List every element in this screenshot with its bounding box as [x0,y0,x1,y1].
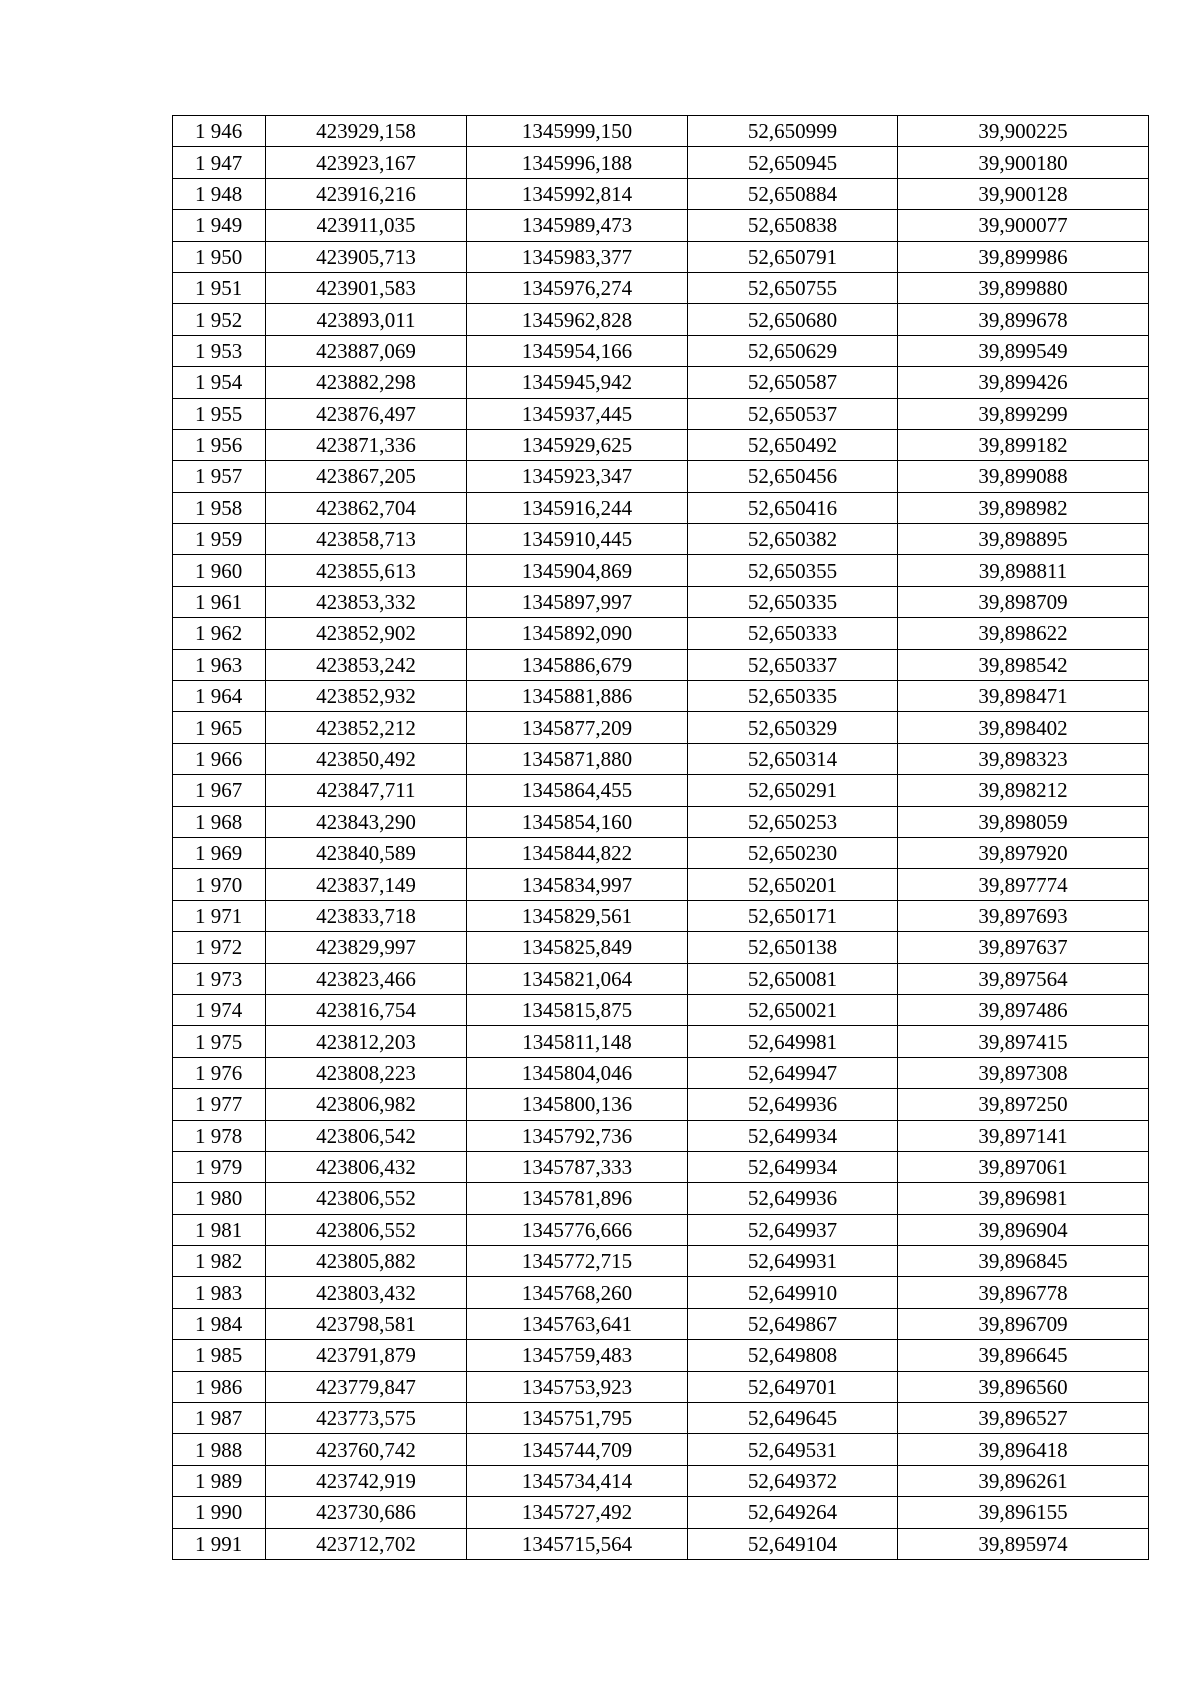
coord-y-cell: 1345715,564 [467,1528,688,1559]
latitude-cell: 52,650138 [688,932,898,963]
longitude-cell: 39,899088 [898,461,1149,492]
latitude-cell: 52,649645 [688,1403,898,1434]
coord-y-cell: 1345945,942 [467,367,688,398]
latitude-cell: 52,649701 [688,1371,898,1402]
coord-x-cell: 423798,581 [266,1308,467,1339]
table-row [173,241,1149,272]
coord-y-cell: 1345923,347 [467,461,688,492]
longitude-cell: 39,898212 [898,775,1149,806]
table-row [173,837,1149,868]
point-number-cell: 1 963 [173,649,266,680]
latitude-cell: 52,649867 [688,1308,898,1339]
coordinates-table-body [173,116,1149,1560]
coord-x-cell: 423833,718 [266,900,467,931]
coord-y-cell: 1345916,244 [467,492,688,523]
point-number-cell: 1 986 [173,1371,266,1402]
coord-x-cell: 423852,902 [266,618,467,649]
latitude-cell: 52,649264 [688,1497,898,1528]
latitude-cell: 52,649936 [688,1183,898,1214]
point-number-cell: 1 957 [173,461,266,492]
coord-y-cell: 1345976,274 [467,272,688,303]
table-row [173,555,1149,586]
table-row [173,1277,1149,1308]
coord-x-cell: 423791,879 [266,1340,467,1371]
table-row [173,304,1149,335]
latitude-cell: 52,649981 [688,1026,898,1057]
longitude-cell: 39,898622 [898,618,1149,649]
latitude-cell: 52,649931 [688,1246,898,1277]
coord-x-cell: 423779,847 [266,1371,467,1402]
latitude-cell: 52,650021 [688,994,898,1025]
point-number-cell: 1 948 [173,178,266,209]
table-row [173,712,1149,743]
longitude-cell: 39,896845 [898,1246,1149,1277]
longitude-cell: 39,899549 [898,335,1149,366]
point-number-cell: 1 950 [173,241,266,272]
point-number-cell: 1 955 [173,398,266,429]
coord-x-cell: 423911,035 [266,210,467,241]
coord-y-cell: 1345800,136 [467,1089,688,1120]
longitude-cell: 39,898982 [898,492,1149,523]
coord-x-cell: 423806,542 [266,1120,467,1151]
table-row [173,743,1149,774]
table-row [173,1120,1149,1151]
latitude-cell: 52,650999 [688,116,898,147]
point-number-cell: 1 962 [173,618,266,649]
longitude-cell: 39,899426 [898,367,1149,398]
point-number-cell: 1 968 [173,806,266,837]
table-row [173,806,1149,837]
latitude-cell: 52,650755 [688,272,898,303]
point-number-cell: 1 981 [173,1214,266,1245]
coord-x-cell: 423853,242 [266,649,467,680]
coord-x-cell: 423806,552 [266,1214,467,1245]
latitude-cell: 52,650355 [688,555,898,586]
latitude-cell: 52,650680 [688,304,898,335]
latitude-cell: 52,650416 [688,492,898,523]
table-row [173,398,1149,429]
table-row [173,1026,1149,1057]
point-number-cell: 1 953 [173,335,266,366]
point-number-cell: 1 977 [173,1089,266,1120]
point-number-cell: 1 966 [173,743,266,774]
coord-y-cell: 1345829,561 [467,900,688,931]
longitude-cell: 39,897308 [898,1057,1149,1088]
coord-y-cell: 1345753,923 [467,1371,688,1402]
table-row [173,1183,1149,1214]
longitude-cell: 39,896155 [898,1497,1149,1528]
longitude-cell: 39,900128 [898,178,1149,209]
table-row [173,1528,1149,1559]
point-number-cell: 1 974 [173,994,266,1025]
coord-y-cell: 1345768,260 [467,1277,688,1308]
table-row [173,147,1149,178]
longitude-cell: 39,896904 [898,1214,1149,1245]
coord-y-cell: 1345962,828 [467,304,688,335]
longitude-cell: 39,899299 [898,398,1149,429]
coord-y-cell: 1345787,333 [467,1151,688,1182]
point-number-cell: 1 970 [173,869,266,900]
point-number-cell: 1 982 [173,1246,266,1277]
coord-y-cell: 1345792,736 [467,1120,688,1151]
table-row [173,1371,1149,1402]
coord-y-cell: 1345881,886 [467,681,688,712]
coord-y-cell: 1345825,849 [467,932,688,963]
latitude-cell: 52,650945 [688,147,898,178]
coord-x-cell: 423742,919 [266,1465,467,1496]
coord-y-cell: 1345886,679 [467,649,688,680]
latitude-cell: 52,650382 [688,524,898,555]
latitude-cell: 52,650587 [688,367,898,398]
coord-y-cell: 1345854,160 [467,806,688,837]
coord-y-cell: 1345996,188 [467,147,688,178]
latitude-cell: 52,649910 [688,1277,898,1308]
point-number-cell: 1 949 [173,210,266,241]
table-row [173,994,1149,1025]
table-row [173,1057,1149,1088]
table-row [173,367,1149,398]
table-row [173,210,1149,241]
point-number-cell: 1 979 [173,1151,266,1182]
latitude-cell: 52,650537 [688,398,898,429]
coordinates-table [172,115,1149,1560]
longitude-cell: 39,898471 [898,681,1149,712]
coord-x-cell: 423929,158 [266,116,467,147]
table-row [173,116,1149,147]
latitude-cell: 52,649947 [688,1057,898,1088]
point-number-cell: 1 983 [173,1277,266,1308]
latitude-cell: 52,650201 [688,869,898,900]
coord-y-cell: 1345897,997 [467,586,688,617]
point-number-cell: 1 975 [173,1026,266,1057]
point-number-cell: 1 985 [173,1340,266,1371]
table-row [173,1151,1149,1182]
longitude-cell: 39,898323 [898,743,1149,774]
longitude-cell: 39,897637 [898,932,1149,963]
table-row [173,178,1149,209]
table-row [173,272,1149,303]
coord-y-cell: 1345751,795 [467,1403,688,1434]
coord-y-cell: 1345954,166 [467,335,688,366]
longitude-cell: 39,899182 [898,429,1149,460]
longitude-cell: 39,898811 [898,555,1149,586]
point-number-cell: 1 971 [173,900,266,931]
table-row [173,900,1149,931]
coord-y-cell: 1345892,090 [467,618,688,649]
latitude-cell: 52,650337 [688,649,898,680]
coord-x-cell: 423816,754 [266,994,467,1025]
coord-x-cell: 423901,583 [266,272,467,303]
coord-x-cell: 423847,711 [266,775,467,806]
point-number-cell: 1 954 [173,367,266,398]
table-row [173,1403,1149,1434]
point-number-cell: 1 967 [173,775,266,806]
coord-y-cell: 1345864,455 [467,775,688,806]
latitude-cell: 52,650838 [688,210,898,241]
longitude-cell: 39,896709 [898,1308,1149,1339]
point-number-cell: 1 980 [173,1183,266,1214]
latitude-cell: 52,649808 [688,1340,898,1371]
coord-x-cell: 423887,069 [266,335,467,366]
coord-y-cell: 1345804,046 [467,1057,688,1088]
longitude-cell: 39,896981 [898,1183,1149,1214]
table-row [173,586,1149,617]
latitude-cell: 52,649936 [688,1089,898,1120]
table-row [173,461,1149,492]
point-number-cell: 1 961 [173,586,266,617]
point-number-cell: 1 976 [173,1057,266,1088]
latitude-cell: 52,650329 [688,712,898,743]
coord-y-cell: 1345904,869 [467,555,688,586]
coord-y-cell: 1345844,822 [467,837,688,868]
point-number-cell: 1 969 [173,837,266,868]
longitude-cell: 39,899678 [898,304,1149,335]
coord-y-cell: 1345776,666 [467,1214,688,1245]
longitude-cell: 39,896418 [898,1434,1149,1465]
coord-x-cell: 423808,223 [266,1057,467,1088]
coord-y-cell: 1345815,875 [467,994,688,1025]
latitude-cell: 52,650492 [688,429,898,460]
longitude-cell: 39,898542 [898,649,1149,680]
longitude-cell: 39,897774 [898,869,1149,900]
table-row [173,649,1149,680]
coord-x-cell: 423812,203 [266,1026,467,1057]
coord-y-cell: 1345744,709 [467,1434,688,1465]
coord-x-cell: 423871,336 [266,429,467,460]
longitude-cell: 39,897415 [898,1026,1149,1057]
table-row [173,932,1149,963]
latitude-cell: 52,649934 [688,1151,898,1182]
table-row [173,335,1149,366]
coord-x-cell: 423773,575 [266,1403,467,1434]
point-number-cell: 1 951 [173,272,266,303]
latitude-cell: 52,649104 [688,1528,898,1559]
latitude-cell: 52,649934 [688,1120,898,1151]
point-number-cell: 1 960 [173,555,266,586]
coord-x-cell: 423876,497 [266,398,467,429]
coord-y-cell: 1345727,492 [467,1497,688,1528]
table-row [173,429,1149,460]
table-row [173,681,1149,712]
coord-y-cell: 1345759,483 [467,1340,688,1371]
table-row [173,618,1149,649]
table-row [173,1434,1149,1465]
longitude-cell: 39,897693 [898,900,1149,931]
longitude-cell: 39,897486 [898,994,1149,1025]
longitude-cell: 39,896778 [898,1277,1149,1308]
point-number-cell: 1 959 [173,524,266,555]
latitude-cell: 52,650253 [688,806,898,837]
latitude-cell: 52,650171 [688,900,898,931]
point-number-cell: 1 947 [173,147,266,178]
coord-y-cell: 1345763,641 [467,1308,688,1339]
longitude-cell: 39,898895 [898,524,1149,555]
point-number-cell: 1 965 [173,712,266,743]
coord-x-cell: 423730,686 [266,1497,467,1528]
latitude-cell: 52,649372 [688,1465,898,1496]
longitude-cell: 39,897061 [898,1151,1149,1182]
coord-x-cell: 423905,713 [266,241,467,272]
coord-x-cell: 423852,932 [266,681,467,712]
coord-x-cell: 423837,149 [266,869,467,900]
coord-x-cell: 423923,167 [266,147,467,178]
latitude-cell: 52,650081 [688,963,898,994]
coord-x-cell: 423840,589 [266,837,467,868]
coord-x-cell: 423916,216 [266,178,467,209]
coord-y-cell: 1345871,880 [467,743,688,774]
longitude-cell: 39,895974 [898,1528,1149,1559]
coord-x-cell: 423882,298 [266,367,467,398]
point-number-cell: 1 990 [173,1497,266,1528]
longitude-cell: 39,897920 [898,837,1149,868]
longitude-cell: 39,897141 [898,1120,1149,1151]
coord-x-cell: 423853,332 [266,586,467,617]
latitude-cell: 52,650291 [688,775,898,806]
coord-x-cell: 423806,552 [266,1183,467,1214]
coord-y-cell: 1345734,414 [467,1465,688,1496]
longitude-cell: 39,896261 [898,1465,1149,1496]
coord-x-cell: 423760,742 [266,1434,467,1465]
longitude-cell: 39,896645 [898,1340,1149,1371]
table-row [173,1465,1149,1496]
point-number-cell: 1 958 [173,492,266,523]
longitude-cell: 39,900225 [898,116,1149,147]
point-number-cell: 1 989 [173,1465,266,1496]
coord-x-cell: 423867,205 [266,461,467,492]
coord-y-cell: 1345772,715 [467,1246,688,1277]
coord-y-cell: 1345834,997 [467,869,688,900]
latitude-cell: 52,650335 [688,681,898,712]
latitude-cell: 52,650335 [688,586,898,617]
coord-y-cell: 1345983,377 [467,241,688,272]
table-row [173,775,1149,806]
coord-x-cell: 423862,704 [266,492,467,523]
table-row [173,869,1149,900]
table-row [173,1089,1149,1120]
coord-x-cell: 423829,997 [266,932,467,963]
coord-y-cell: 1345877,209 [467,712,688,743]
point-number-cell: 1 964 [173,681,266,712]
point-number-cell: 1 984 [173,1308,266,1339]
point-number-cell: 1 946 [173,116,266,147]
coord-y-cell: 1345811,148 [467,1026,688,1057]
longitude-cell: 39,900077 [898,210,1149,241]
point-number-cell: 1 956 [173,429,266,460]
coord-x-cell: 423823,466 [266,963,467,994]
point-number-cell: 1 972 [173,932,266,963]
table-row [173,1246,1149,1277]
coord-y-cell: 1345937,445 [467,398,688,429]
latitude-cell: 52,650884 [688,178,898,209]
longitude-cell: 39,899880 [898,272,1149,303]
point-number-cell: 1 978 [173,1120,266,1151]
table-row [173,492,1149,523]
coord-x-cell: 423806,982 [266,1089,467,1120]
coord-x-cell: 423855,613 [266,555,467,586]
point-number-cell: 1 991 [173,1528,266,1559]
latitude-cell: 52,650333 [688,618,898,649]
longitude-cell: 39,899986 [898,241,1149,272]
coord-y-cell: 1345992,814 [467,178,688,209]
coord-y-cell: 1345781,896 [467,1183,688,1214]
longitude-cell: 39,896527 [898,1403,1149,1434]
coord-x-cell: 423852,212 [266,712,467,743]
longitude-cell: 39,898059 [898,806,1149,837]
table-row [173,1340,1149,1371]
coord-y-cell: 1345910,445 [467,524,688,555]
coord-x-cell: 423893,011 [266,304,467,335]
latitude-cell: 52,650629 [688,335,898,366]
point-number-cell: 1 987 [173,1403,266,1434]
point-number-cell: 1 952 [173,304,266,335]
coord-x-cell: 423803,432 [266,1277,467,1308]
coord-x-cell: 423805,882 [266,1246,467,1277]
coord-x-cell: 423858,713 [266,524,467,555]
table-row [173,1497,1149,1528]
longitude-cell: 39,898709 [898,586,1149,617]
coord-y-cell: 1345929,625 [467,429,688,460]
point-number-cell: 1 988 [173,1434,266,1465]
table-row [173,963,1149,994]
latitude-cell: 52,650456 [688,461,898,492]
table-row [173,1214,1149,1245]
longitude-cell: 39,897564 [898,963,1149,994]
coord-y-cell: 1345999,150 [467,116,688,147]
table-row [173,1308,1149,1339]
coord-y-cell: 1345821,064 [467,963,688,994]
longitude-cell: 39,896560 [898,1371,1149,1402]
longitude-cell: 39,897250 [898,1089,1149,1120]
longitude-cell: 39,898402 [898,712,1149,743]
latitude-cell: 52,650314 [688,743,898,774]
point-number-cell: 1 973 [173,963,266,994]
coord-y-cell: 1345989,473 [467,210,688,241]
latitude-cell: 52,650230 [688,837,898,868]
latitude-cell: 52,650791 [688,241,898,272]
coord-x-cell: 423806,432 [266,1151,467,1182]
latitude-cell: 52,649937 [688,1214,898,1245]
longitude-cell: 39,900180 [898,147,1149,178]
latitude-cell: 52,649531 [688,1434,898,1465]
coord-x-cell: 423712,702 [266,1528,467,1559]
coord-x-cell: 423843,290 [266,806,467,837]
table-row [173,524,1149,555]
coord-x-cell: 423850,492 [266,743,467,774]
